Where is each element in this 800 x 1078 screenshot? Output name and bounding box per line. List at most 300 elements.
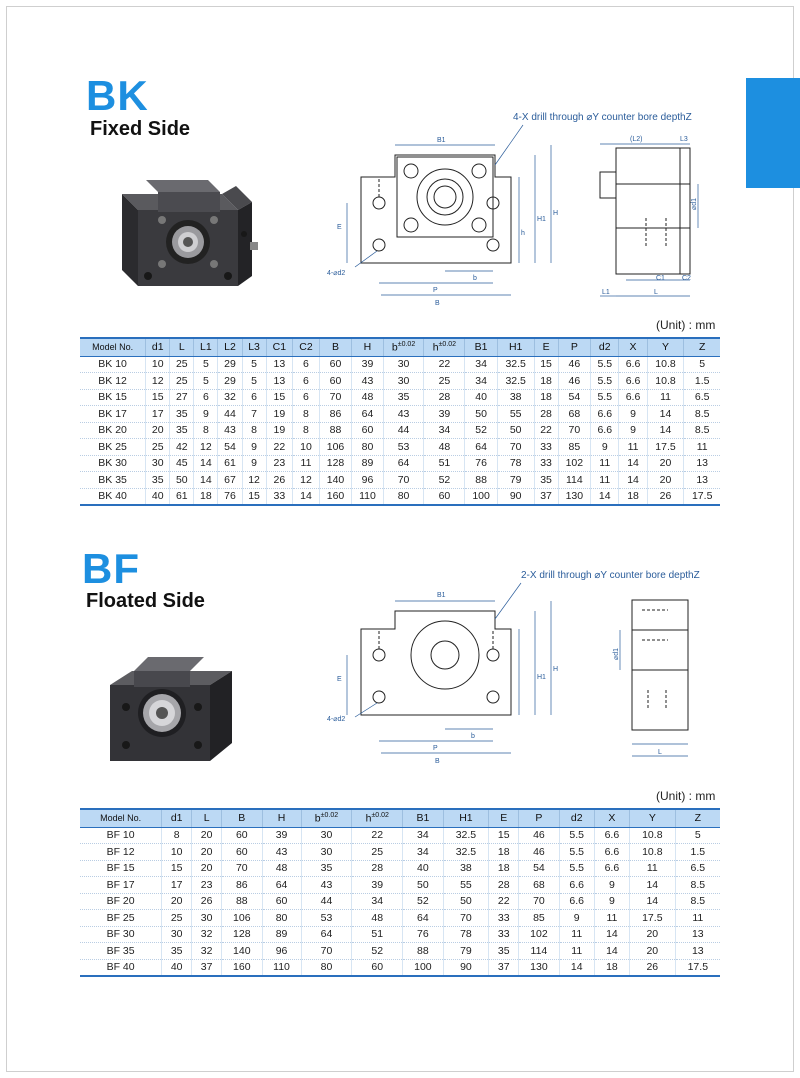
table-cell: 12 — [242, 472, 266, 489]
table-row — [80, 455, 720, 472]
table-cell: 25 — [146, 439, 170, 456]
table-cell: 60 — [424, 488, 465, 505]
table-cell: 78 — [497, 455, 534, 472]
table-cell: 70 — [497, 439, 534, 456]
table-cell: 70 — [558, 422, 591, 439]
model-number-cell: BK 15 — [80, 389, 146, 406]
table-cell: 15 — [242, 488, 266, 505]
bk-col-header-l1: L1 — [194, 338, 218, 356]
table-cell: 114 — [558, 472, 591, 489]
table-cell: 39 — [352, 356, 383, 373]
table-cell: 12 — [293, 472, 320, 489]
table-cell: 102 — [558, 455, 591, 472]
bk-dim-d1: ⌀d1 — [691, 197, 698, 210]
table-cell: 6 — [293, 373, 320, 390]
table-row — [80, 959, 720, 976]
table-cell: 14 — [293, 488, 320, 505]
table-cell: 32.5 — [497, 356, 534, 373]
table-cell: 18 — [534, 389, 558, 406]
table-cell: 40 — [465, 389, 498, 406]
table-cell: 42 — [170, 439, 194, 456]
table-cell: 13 — [266, 356, 293, 373]
table-cell: 60 — [352, 959, 403, 976]
model-number-cell: BF 17 — [80, 877, 162, 894]
bk-col-header-b1: B1 — [465, 338, 498, 356]
table-cell: 50 — [443, 893, 489, 910]
table-row — [80, 910, 720, 927]
bk-dim-p: P — [433, 287, 438, 294]
table-cell: 39 — [262, 827, 301, 844]
table-cell: 48 — [352, 910, 403, 927]
bf-dim-l: L — [658, 749, 662, 756]
table-cell: 90 — [443, 959, 489, 976]
table-cell: 110 — [262, 959, 301, 976]
bk-col-header-z: Z — [684, 338, 720, 356]
bk-col-header-e: E — [534, 338, 558, 356]
table-cell: 10.8 — [647, 356, 684, 373]
table-cell: 15 — [146, 389, 170, 406]
table-cell: 114 — [519, 943, 559, 960]
table-cell: 35 — [162, 943, 192, 960]
table-cell: 76 — [403, 926, 443, 943]
table-cell: 106 — [319, 439, 352, 456]
table-cell: 13 — [684, 455, 720, 472]
table-cell: 160 — [319, 488, 352, 505]
table-cell: 6.6 — [619, 373, 647, 390]
table-cell: 44 — [218, 406, 242, 423]
table-cell: 17.5 — [647, 439, 684, 456]
model-number-cell: BK 35 — [80, 472, 146, 489]
table-cell: 11 — [293, 455, 320, 472]
model-number-cell: BF 30 — [80, 926, 162, 943]
table-cell: 52 — [424, 472, 465, 489]
table-cell: 34 — [465, 373, 498, 390]
table-cell: 18 — [489, 844, 519, 861]
bk-unit-label: (Unit) : mm — [656, 318, 716, 332]
bk-col-header-l: L — [170, 338, 194, 356]
bf-dim-e: E — [337, 676, 342, 683]
table-cell: 25 — [424, 373, 465, 390]
table-cell: 14 — [619, 472, 647, 489]
bk-dim-b-small: b — [473, 275, 477, 282]
bf-dim-h1: H1 — [537, 674, 546, 681]
table-cell: 7 — [242, 406, 266, 423]
table-cell: 46 — [519, 844, 559, 861]
table-cell: 18 — [534, 373, 558, 390]
table-row — [80, 877, 720, 894]
table-cell: 17 — [146, 406, 170, 423]
bk-col-header-p: P — [558, 338, 591, 356]
table-cell: 10 — [162, 844, 192, 861]
bk-dim-l3: L3 — [680, 136, 688, 143]
table-cell: 64 — [403, 910, 443, 927]
table-cell: 79 — [443, 943, 489, 960]
bf-callout: 2-X drill through ⌀Y counter bore depthZ — [521, 570, 700, 581]
table-cell: 6.5 — [675, 860, 720, 877]
table-cell: 43 — [218, 422, 242, 439]
bk-hole-label: 4-⌀d2 — [327, 270, 346, 277]
table-cell: 5 — [194, 356, 218, 373]
table-cell: 9 — [559, 910, 594, 927]
table-cell: 10.8 — [630, 827, 676, 844]
bk-dim-h1: H1 — [537, 216, 546, 223]
table-cell: 70 — [383, 472, 424, 489]
table-cell: 8.5 — [684, 406, 720, 423]
table-cell: 60 — [319, 373, 352, 390]
table-cell: 6.5 — [684, 389, 720, 406]
bk-col-header-x: X — [619, 338, 647, 356]
bk-product-photo — [112, 172, 262, 294]
table-cell: 39 — [424, 406, 465, 423]
table-cell: 79 — [497, 472, 534, 489]
table-cell: 20 — [192, 844, 222, 861]
table-cell: 60 — [262, 893, 301, 910]
table-cell: 48 — [424, 439, 465, 456]
table-cell: 160 — [222, 959, 262, 976]
table-cell: 54 — [558, 389, 591, 406]
table-cell: 11 — [647, 389, 684, 406]
table-cell: 33 — [489, 910, 519, 927]
table-cell: 60 — [352, 422, 383, 439]
table-cell: 88 — [319, 422, 352, 439]
table-cell: 46 — [558, 356, 591, 373]
table-cell: 70 — [301, 943, 352, 960]
table-row — [80, 488, 720, 505]
table-cell: 39 — [352, 877, 403, 894]
table-cell: 50 — [497, 422, 534, 439]
table-cell: 29 — [218, 356, 242, 373]
bf-section-code: BF — [82, 545, 140, 592]
table-row — [80, 422, 720, 439]
table-cell: 26 — [630, 959, 676, 976]
bf-col-header-model-no-: Model No. — [80, 809, 162, 827]
table-cell: 20 — [630, 943, 676, 960]
table-cell: 80 — [383, 488, 424, 505]
bf-dim-h-total: H — [553, 666, 559, 673]
bf-unit-label: (Unit) : mm — [656, 789, 716, 803]
blue-side-tab — [746, 78, 800, 188]
table-cell: 140 — [319, 472, 352, 489]
bk-dim-l: L — [654, 289, 658, 296]
model-number-cell: BK 17 — [80, 406, 146, 423]
table-cell: 18 — [489, 860, 519, 877]
table-cell: 23 — [266, 455, 293, 472]
table-cell: 28 — [424, 389, 465, 406]
bk-side-view-drawing — [596, 130, 706, 302]
table-row — [80, 827, 720, 844]
table-cell: 55 — [443, 877, 489, 894]
table-cell: 85 — [519, 910, 559, 927]
table-cell: 100 — [403, 959, 443, 976]
table-cell: 13 — [684, 472, 720, 489]
bf-dim-d1: ⌀d1 — [613, 647, 620, 660]
bk-col-header-b: $b^{\pm 0.02}$ — [383, 338, 424, 356]
bk-spec-table — [80, 337, 720, 506]
table-cell: 80 — [262, 910, 301, 927]
table-cell: 96 — [352, 472, 383, 489]
table-cell: 33 — [534, 455, 558, 472]
table-cell: 11 — [684, 439, 720, 456]
bk-col-header-c1: C1 — [266, 338, 293, 356]
bf-col-header-p: P — [519, 809, 559, 827]
bf-spec-table — [80, 808, 720, 977]
table-cell: 37 — [534, 488, 558, 505]
table-cell: 45 — [170, 455, 194, 472]
model-number-cell: BK 20 — [80, 422, 146, 439]
bk-dim-e: E — [337, 224, 342, 231]
table-cell: 14 — [594, 926, 629, 943]
table-cell: 50 — [170, 472, 194, 489]
table-cell: 11 — [559, 926, 594, 943]
table-cell: 8.5 — [675, 893, 720, 910]
table-cell: 6 — [194, 389, 218, 406]
bf-col-header-h: $h^{\pm 0.02}$ — [352, 809, 403, 827]
table-cell: 20 — [647, 455, 684, 472]
table-cell: 6 — [293, 356, 320, 373]
table-cell: 52 — [465, 422, 498, 439]
table-row — [80, 406, 720, 423]
table-cell: 52 — [403, 893, 443, 910]
table-cell: 22 — [424, 356, 465, 373]
table-cell: 32.5 — [443, 844, 489, 861]
table-cell: 88 — [222, 893, 262, 910]
model-number-cell: BK 40 — [80, 488, 146, 505]
table-cell: 11 — [591, 455, 619, 472]
table-cell: 28 — [352, 860, 403, 877]
table-cell: 11 — [559, 943, 594, 960]
table-cell: 110 — [352, 488, 383, 505]
table-cell: 140 — [222, 943, 262, 960]
table-cell: 100 — [465, 488, 498, 505]
table-cell: 5 — [242, 373, 266, 390]
table-cell: 106 — [222, 910, 262, 927]
bf-col-header-b: $b^{\pm 0.02}$ — [301, 809, 352, 827]
table-cell: 20 — [162, 893, 192, 910]
table-cell: 48 — [262, 860, 301, 877]
table-cell: 30 — [301, 844, 352, 861]
table-cell: 14 — [559, 959, 594, 976]
table-cell: 17.5 — [630, 910, 676, 927]
table-cell: 8 — [194, 422, 218, 439]
table-cell: 51 — [352, 926, 403, 943]
table-cell: 1.5 — [684, 373, 720, 390]
table-row — [80, 893, 720, 910]
table-cell: 70 — [222, 860, 262, 877]
bk-dim-c2: C2 — [682, 275, 691, 282]
table-cell: 35 — [146, 472, 170, 489]
bk-dim-h: h — [521, 230, 525, 237]
table-cell: 30 — [301, 827, 352, 844]
table-cell: 33 — [489, 926, 519, 943]
table-cell: 15 — [534, 356, 558, 373]
bk-section-title: Fixed Side — [90, 118, 191, 140]
model-number-cell: BF 20 — [80, 893, 162, 910]
table-cell: 60 — [222, 827, 262, 844]
table-cell: 64 — [352, 406, 383, 423]
table-row — [80, 844, 720, 861]
table-cell: 38 — [443, 860, 489, 877]
table-cell: 89 — [262, 926, 301, 943]
table-cell: 68 — [558, 406, 591, 423]
table-cell: 5.5 — [559, 827, 594, 844]
bk-col-header-d2: d2 — [591, 338, 619, 356]
table-cell: 34 — [403, 827, 443, 844]
table-cell: 34 — [403, 844, 443, 861]
bk-dim-b1: B1 — [437, 137, 446, 144]
table-cell: 15 — [489, 827, 519, 844]
model-number-cell: BF 35 — [80, 943, 162, 960]
table-cell: 6.6 — [594, 827, 629, 844]
table-cell: 25 — [170, 356, 194, 373]
table-cell: 15 — [162, 860, 192, 877]
table-cell: 54 — [218, 439, 242, 456]
table-cell: 14 — [194, 472, 218, 489]
table-cell: 46 — [558, 373, 591, 390]
table-cell: 50 — [403, 877, 443, 894]
table-cell: 64 — [465, 439, 498, 456]
bk-col-header-y: Y — [647, 338, 684, 356]
table-cell: 18 — [194, 488, 218, 505]
table-cell: 15 — [266, 389, 293, 406]
table-cell: 14 — [594, 943, 629, 960]
model-number-cell: BK 12 — [80, 373, 146, 390]
table-cell: 9 — [619, 406, 647, 423]
table-cell: 30 — [192, 910, 222, 927]
table-cell: 20 — [192, 860, 222, 877]
table-cell: 25 — [352, 844, 403, 861]
table-cell: 18 — [594, 959, 629, 976]
table-cell: 89 — [352, 455, 383, 472]
table-cell: 20 — [630, 926, 676, 943]
table-cell: 1.5 — [675, 844, 720, 861]
table-cell: 8 — [242, 422, 266, 439]
table-cell: 64 — [383, 455, 424, 472]
table-cell: 34 — [424, 422, 465, 439]
table-cell: 70 — [319, 389, 352, 406]
table-cell: 11 — [594, 910, 629, 927]
table-cell: 9 — [594, 877, 629, 894]
table-cell: 8 — [293, 406, 320, 423]
table-cell: 5.5 — [559, 860, 594, 877]
table-cell: 23 — [192, 877, 222, 894]
table-cell: 33 — [266, 488, 293, 505]
bk-col-header-c2: C2 — [293, 338, 320, 356]
table-cell: 128 — [222, 926, 262, 943]
model-number-cell: BF 15 — [80, 860, 162, 877]
table-cell: 40 — [146, 488, 170, 505]
table-cell: 37 — [489, 959, 519, 976]
bf-col-header-b: B — [222, 809, 262, 827]
bf-table-header — [80, 809, 720, 827]
table-cell: 48 — [352, 389, 383, 406]
table-cell: 6.6 — [591, 422, 619, 439]
table-cell: 28 — [489, 877, 519, 894]
table-cell: 90 — [497, 488, 534, 505]
table-cell: 14 — [619, 455, 647, 472]
table-cell: 9 — [242, 455, 266, 472]
table-cell: 13 — [675, 943, 720, 960]
bf-product-photo — [104, 645, 254, 765]
table-cell: 52 — [352, 943, 403, 960]
bf-dim-b-small: b — [471, 733, 475, 740]
bk-col-header-h: H — [352, 338, 383, 356]
table-cell: 5 — [684, 356, 720, 373]
bf-dim-b1: B1 — [437, 592, 446, 599]
model-number-cell: BK 25 — [80, 439, 146, 456]
table-row — [80, 926, 720, 943]
table-cell: 30 — [146, 455, 170, 472]
bf-dim-b: B — [435, 758, 440, 765]
table-cell: 88 — [465, 472, 498, 489]
table-cell: 53 — [301, 910, 352, 927]
table-cell: 22 — [489, 893, 519, 910]
bk-col-header-h: $h^{\pm 0.02}$ — [424, 338, 465, 356]
table-cell: 11 — [591, 472, 619, 489]
table-cell: 5.5 — [591, 356, 619, 373]
bf-col-header-x: X — [594, 809, 629, 827]
table-cell: 20 — [146, 422, 170, 439]
table-cell: 11 — [675, 910, 720, 927]
table-cell: 102 — [519, 926, 559, 943]
table-cell: 53 — [383, 439, 424, 456]
model-number-cell: BK 10 — [80, 356, 146, 373]
bf-dim-p: P — [433, 745, 438, 752]
table-cell: 27 — [170, 389, 194, 406]
table-row — [80, 373, 720, 390]
table-cell: 35 — [170, 406, 194, 423]
model-number-cell: BF 40 — [80, 959, 162, 976]
bf-hole-label: 4-⌀d2 — [327, 716, 346, 723]
bf-col-header-z: Z — [675, 809, 720, 827]
table-cell: 44 — [301, 893, 352, 910]
bf-col-header-y: Y — [630, 809, 676, 827]
table-cell: 61 — [170, 488, 194, 505]
table-cell: 6 — [242, 389, 266, 406]
table-cell: 34 — [465, 356, 498, 373]
bk-table-header — [80, 338, 720, 356]
table-cell: 43 — [262, 844, 301, 861]
table-cell: 14 — [630, 893, 676, 910]
table-cell: 20 — [647, 472, 684, 489]
table-cell: 6.6 — [619, 389, 647, 406]
table-cell: 30 — [383, 373, 424, 390]
table-cell: 37 — [192, 959, 222, 976]
bk-col-header-h1: H1 — [497, 338, 534, 356]
model-number-cell: BF 25 — [80, 910, 162, 927]
table-cell: 35 — [534, 472, 558, 489]
bk-col-header-d1: d1 — [146, 338, 170, 356]
table-cell: 6.6 — [594, 844, 629, 861]
table-cell: 78 — [443, 926, 489, 943]
table-cell: 60 — [319, 356, 352, 373]
table-cell: 46 — [519, 827, 559, 844]
table-cell: 11 — [619, 439, 647, 456]
table-cell: 55 — [497, 406, 534, 423]
table-cell: 32.5 — [497, 373, 534, 390]
table-cell: 64 — [301, 926, 352, 943]
bf-col-header-h: H — [262, 809, 301, 827]
model-number-cell: BF 12 — [80, 844, 162, 861]
table-cell: 88 — [403, 943, 443, 960]
table-cell: 32 — [218, 389, 242, 406]
table-cell: 11 — [630, 860, 676, 877]
table-cell: 61 — [218, 455, 242, 472]
table-cell: 130 — [558, 488, 591, 505]
table-row — [80, 439, 720, 456]
table-cell: 6.6 — [559, 877, 594, 894]
table-cell: 80 — [301, 959, 352, 976]
table-cell: 32 — [192, 943, 222, 960]
